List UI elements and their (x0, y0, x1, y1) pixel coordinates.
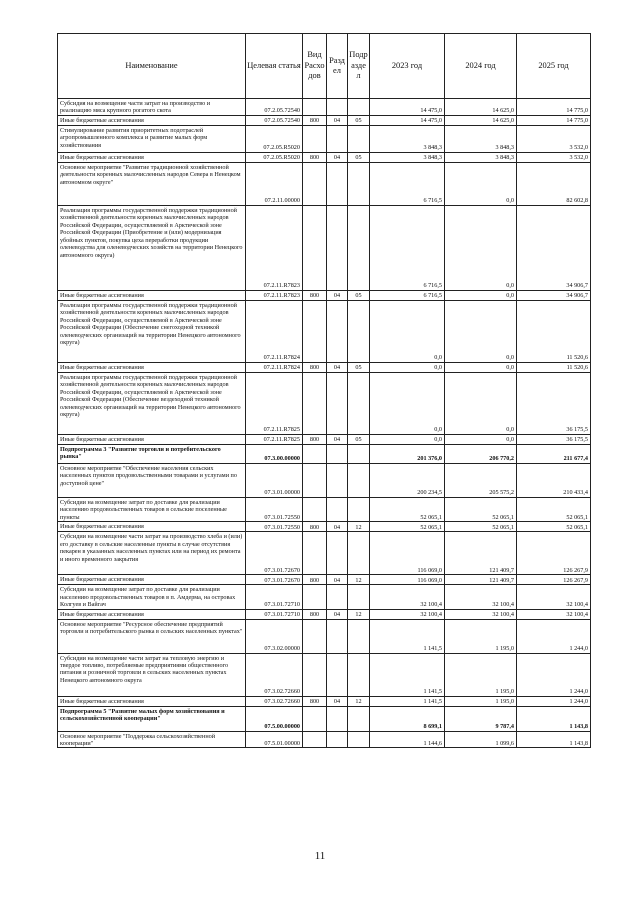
table-body (58, 99, 591, 748)
row-name: Основное мероприятие "Развитие традиционной хозяйственной деятельности коренных малочисленных народов Севера в Ненецком автономном округе" (58, 162, 246, 205)
row-value-2024: 9 787,4 (445, 706, 517, 731)
row-target-article: 07.3.02.72660 (246, 696, 303, 706)
table-row (58, 162, 591, 205)
row-value-2023: 32 100,4 (370, 609, 445, 619)
row-value-2025: 52 065,1 (517, 497, 591, 521)
row-section (327, 125, 348, 152)
row-expense-type (303, 619, 327, 653)
row-subsection: 12 (348, 696, 370, 706)
row-expense-type: 800 (303, 696, 327, 706)
row-name: Субсидия на возмещение части затрат на производство и реализацию мяса крупного рогатого скота (58, 99, 246, 116)
table-row (58, 125, 591, 152)
row-value-2024: 206 770,2 (445, 444, 517, 463)
row-target-article: 07.2.11.R7824 (246, 362, 303, 372)
row-expense-type (303, 706, 327, 731)
row-name: Иные бюджетные ассигнования (58, 575, 246, 585)
header-target-article: Целевая статья (246, 34, 303, 99)
row-value-2024: 52 065,1 (445, 497, 517, 521)
row-expense-type (303, 731, 327, 748)
row-subsection (348, 300, 370, 362)
row-value-2023: 32 100,4 (370, 585, 445, 609)
table-row (58, 444, 591, 463)
header-year-2023: 2023 год (370, 34, 445, 99)
row-expense-type: 800 (303, 609, 327, 619)
row-name: Реализация программы государственной поддержки традиционной хозяйственной деятельности коренных малочисленных народов Российской Федерации, осуществляемой в Арктической зоне Российской Федерации (Приобретение и (или) модернизация убойных пунктов, покупка цеха переработки продукции оленеводства для оленеводческих хозяйств на территории Ненецкого автономного округа) (58, 205, 246, 290)
row-value-2023: 0,0 (370, 362, 445, 372)
row-name: Реализация программы государственной поддержки традиционной хозяйственной деятельности коренных малочисленных народов Российской Федерации, осуществляемой в Арктической зоне Российской Федерации (Обеспечение снегоходной техникой оленеводческих организаций на территории Ненецкого автономного округа) (58, 300, 246, 362)
row-section (327, 99, 348, 116)
row-target-article: 07.2.05.72540 (246, 99, 303, 116)
row-target-article: 07.3.01.72710 (246, 585, 303, 609)
row-section (327, 585, 348, 609)
row-subsection: 12 (348, 609, 370, 619)
row-section: 04 (327, 434, 348, 444)
table-row (58, 152, 591, 162)
row-value-2024: 32 100,4 (445, 609, 517, 619)
row-expense-type (303, 162, 327, 205)
row-value-2024: 121 409,7 (445, 575, 517, 585)
table-row (58, 532, 591, 575)
row-value-2024: 1 195,0 (445, 696, 517, 706)
row-expense-type (303, 444, 327, 463)
row-value-2025: 211 677,4 (517, 444, 591, 463)
row-expense-type: 800 (303, 575, 327, 585)
row-subsection (348, 497, 370, 521)
row-value-2023: 52 065,1 (370, 522, 445, 532)
row-subsection: 05 (348, 115, 370, 125)
row-target-article: 07.2.11.R7825 (246, 372, 303, 434)
row-subsection: 12 (348, 575, 370, 585)
row-value-2024: 0,0 (445, 372, 517, 434)
row-expense-type: 800 (303, 522, 327, 532)
row-name: Иные бюджетные ассигнования (58, 152, 246, 162)
row-subsection (348, 99, 370, 116)
header-expense-type: Вид Расхо дов (303, 34, 327, 99)
row-value-2023: 0,0 (370, 372, 445, 434)
row-expense-type (303, 653, 327, 696)
row-value-2024: 0,0 (445, 205, 517, 290)
row-value-2024: 0,0 (445, 162, 517, 205)
header-section: Разд ел (327, 34, 348, 99)
row-subsection: 05 (348, 290, 370, 300)
row-expense-type: 800 (303, 434, 327, 444)
row-value-2024: 3 848,3 (445, 152, 517, 162)
row-subsection (348, 463, 370, 497)
row-section: 04 (327, 290, 348, 300)
row-value-2025: 1 244,0 (517, 696, 591, 706)
row-target-article: 07.3.02.00000 (246, 619, 303, 653)
row-subsection: 05 (348, 434, 370, 444)
row-value-2025: 52 065,1 (517, 522, 591, 532)
row-expense-type (303, 497, 327, 521)
row-name: Основное мероприятие "Ресурсное обеспечение предприятий торговли и потребительского рынка в сельских населенных пунктах" (58, 619, 246, 653)
row-value-2024: 1 099,6 (445, 731, 517, 748)
table-row (58, 362, 591, 372)
row-target-article: 07.5.00.00000 (246, 706, 303, 731)
row-name: Основное мероприятие "Поддержка сельскохозяйственной кооперации" (58, 731, 246, 748)
row-value-2023: 3 848,3 (370, 125, 445, 152)
row-subsection: 12 (348, 522, 370, 532)
header-name: Наименование (58, 34, 246, 99)
row-section (327, 372, 348, 434)
row-name: Реализация программы государственной поддержки традиционной хозяйственной деятельности коренных малочисленных народов Российской Федерации, осуществляемой в Арктической зоне Российской Федерации (Обеспечение вездеходной техникой оленеводческих организаций на территории Ненецкого автономного округа) (58, 372, 246, 434)
row-value-2024: 121 409,7 (445, 532, 517, 575)
row-value-2023: 8 699,1 (370, 706, 445, 731)
row-target-article: 07.2.11.R7824 (246, 300, 303, 362)
row-subsection (348, 706, 370, 731)
row-name: Иные бюджетные ассигнования (58, 434, 246, 444)
row-target-article: 07.3.01.72670 (246, 575, 303, 585)
row-value-2023: 1 141,5 (370, 619, 445, 653)
row-subsection: 05 (348, 362, 370, 372)
row-value-2023: 201 376,0 (370, 444, 445, 463)
row-value-2025: 34 906,7 (517, 205, 591, 290)
row-target-article: 07.3.01.72670 (246, 532, 303, 575)
budget-table (57, 33, 591, 748)
row-value-2024: 0,0 (445, 300, 517, 362)
row-value-2023: 200 234,5 (370, 463, 445, 497)
row-expense-type: 800 (303, 290, 327, 300)
row-target-article: 07.3.01.72710 (246, 609, 303, 619)
table-row (58, 372, 591, 434)
row-expense-type (303, 585, 327, 609)
table-row (58, 522, 591, 532)
table-row (58, 434, 591, 444)
table-row (58, 290, 591, 300)
row-value-2025: 1 244,0 (517, 619, 591, 653)
row-value-2023: 0,0 (370, 434, 445, 444)
row-value-2025: 1 143,8 (517, 706, 591, 731)
row-name: Подпрограмма 3 "Развитие торговли и потребительского рынка" (58, 444, 246, 463)
row-expense-type: 800 (303, 152, 327, 162)
row-target-article: 07.5.01.00000 (246, 731, 303, 748)
row-value-2023: 1 144,6 (370, 731, 445, 748)
table-row (58, 575, 591, 585)
row-subsection (348, 372, 370, 434)
row-value-2025: 1 143,8 (517, 731, 591, 748)
row-expense-type: 800 (303, 362, 327, 372)
row-target-article: 07.3.01.72550 (246, 522, 303, 532)
row-target-article: 07.2.11.R7825 (246, 434, 303, 444)
row-target-article: 07.3.01.72550 (246, 497, 303, 521)
row-target-article: 07.2.11.R7823 (246, 290, 303, 300)
row-target-article: 07.2.05.R5020 (246, 152, 303, 162)
row-value-2025: 210 433,4 (517, 463, 591, 497)
row-value-2024: 32 100,4 (445, 585, 517, 609)
row-value-2025: 34 906,7 (517, 290, 591, 300)
row-name: Основное мероприятие "Обеспечение населения сельских населенных пунктов продовольственными товарами и услугами по доступной цене" (58, 463, 246, 497)
row-section: 04 (327, 362, 348, 372)
row-value-2023: 52 065,1 (370, 497, 445, 521)
row-value-2025: 36 175,5 (517, 372, 591, 434)
row-subsection (348, 653, 370, 696)
row-subsection (348, 444, 370, 463)
row-target-article: 07.3.02.72660 (246, 653, 303, 696)
row-name: Иные бюджетные ассигнования (58, 362, 246, 372)
row-target-article: 07.2.11.00000 (246, 162, 303, 205)
header-year-2024: 2024 год (445, 34, 517, 99)
row-expense-type (303, 205, 327, 290)
row-subsection (348, 731, 370, 748)
row-subsection (348, 162, 370, 205)
row-value-2025: 82 602,8 (517, 162, 591, 205)
row-name: Подпрограмма 5 "Развитие малых форм хозяйствования и сельскохозяйственной кооперации" (58, 706, 246, 731)
row-expense-type (303, 125, 327, 152)
row-subsection (348, 532, 370, 575)
row-value-2025: 14 775,0 (517, 115, 591, 125)
row-value-2025: 126 267,9 (517, 575, 591, 585)
table-row (58, 619, 591, 653)
row-value-2025: 14 775,0 (517, 99, 591, 116)
row-name: Иные бюджетные ассигнования (58, 290, 246, 300)
row-value-2023: 14 475,0 (370, 115, 445, 125)
row-section (327, 205, 348, 290)
row-name: Иные бюджетные ассигнования (58, 696, 246, 706)
row-name: Субсидии на возмещение части затрат на тепловую энергию и твердое топливо, потребляемые предприятиями общественного питания и розничной торговли в сельских населенных пунктах Ненецкого автономного округа (58, 653, 246, 696)
row-expense-type: 800 (303, 115, 327, 125)
table-row (58, 696, 591, 706)
row-value-2024: 1 195,0 (445, 619, 517, 653)
row-value-2025: 1 244,0 (517, 653, 591, 696)
row-value-2024: 0,0 (445, 434, 517, 444)
row-section (327, 731, 348, 748)
row-name: Стимулирование развития приоритетных подотраслей агропромышленного комплекса и развитие малых форм хозяйствования (58, 125, 246, 152)
row-section (327, 162, 348, 205)
row-value-2024: 3 848,3 (445, 125, 517, 152)
table-row (58, 706, 591, 731)
row-value-2025: 11 520,6 (517, 300, 591, 362)
row-subsection: 05 (348, 152, 370, 162)
table-row (58, 463, 591, 497)
row-section: 04 (327, 115, 348, 125)
row-name: Иные бюджетные ассигнования (58, 115, 246, 125)
row-target-article: 07.2.11.R7823 (246, 205, 303, 290)
row-value-2023: 6 716,5 (370, 205, 445, 290)
row-value-2024: 14 625,0 (445, 115, 517, 125)
table-row (58, 300, 591, 362)
row-section: 04 (327, 696, 348, 706)
row-name: Субсидии на возмещение части затрат на производство хлеба и (или) его доставку в сельские населенные пункты в случае отсутствия пекарен в указанных населенных пунктах или на период их ремонта и иного временного закрытия (58, 532, 246, 575)
row-section (327, 706, 348, 731)
row-section (327, 497, 348, 521)
table-row (58, 497, 591, 521)
row-target-article: 07.3.01.00000 (246, 463, 303, 497)
row-value-2024: 0,0 (445, 290, 517, 300)
row-expense-type (303, 300, 327, 362)
row-value-2023: 116 069,0 (370, 575, 445, 585)
row-name: Субсидии на возмещение затрат по доставке для реализации населению продовольственных товаров в п. Амдерма, на островах Колгуев и Вайгач (58, 585, 246, 609)
row-name: Иные бюджетные ассигнования (58, 522, 246, 532)
header-subsection: Подр азде л (348, 34, 370, 99)
row-section: 04 (327, 152, 348, 162)
row-value-2024: 1 195,0 (445, 653, 517, 696)
table-row (58, 585, 591, 609)
row-subsection (348, 585, 370, 609)
row-expense-type (303, 532, 327, 575)
table-row (58, 205, 591, 290)
row-value-2024: 52 065,1 (445, 522, 517, 532)
row-value-2023: 6 716,5 (370, 290, 445, 300)
row-value-2025: 11 520,6 (517, 362, 591, 372)
table-row (58, 653, 591, 696)
row-value-2024: 205 575,2 (445, 463, 517, 497)
row-value-2025: 3 532,0 (517, 152, 591, 162)
row-target-article: 07.3.00.00000 (246, 444, 303, 463)
table-row (58, 609, 591, 619)
table-row (58, 115, 591, 125)
row-section (327, 300, 348, 362)
row-value-2023: 116 069,0 (370, 532, 445, 575)
row-value-2024: 0,0 (445, 362, 517, 372)
row-section (327, 653, 348, 696)
row-value-2023: 3 848,3 (370, 152, 445, 162)
row-section (327, 532, 348, 575)
row-section: 04 (327, 522, 348, 532)
row-section (327, 444, 348, 463)
row-subsection (348, 125, 370, 152)
row-value-2025: 126 267,9 (517, 532, 591, 575)
row-value-2023: 1 141,5 (370, 653, 445, 696)
row-value-2023: 1 141,5 (370, 696, 445, 706)
row-value-2023: 14 475,0 (370, 99, 445, 116)
row-value-2025: 32 100,4 (517, 585, 591, 609)
row-value-2025: 36 175,5 (517, 434, 591, 444)
row-section (327, 619, 348, 653)
row-value-2023: 0,0 (370, 300, 445, 362)
row-name: Субсидии на возмещение затрат по доставке для реализации населению продовольственных товаров в сельские поселенные пункты (58, 497, 246, 521)
row-value-2023: 6 716,5 (370, 162, 445, 205)
row-section (327, 463, 348, 497)
table-header (58, 34, 591, 99)
row-value-2025: 3 532,0 (517, 125, 591, 152)
row-section: 04 (327, 609, 348, 619)
row-expense-type (303, 463, 327, 497)
row-subsection (348, 205, 370, 290)
table-row (58, 99, 591, 116)
row-expense-type (303, 372, 327, 434)
row-expense-type (303, 99, 327, 116)
table-row (58, 731, 591, 748)
row-name: Иные бюджетные ассигнования (58, 609, 246, 619)
page-number: 11 (314, 850, 326, 862)
header-year-2025: 2025 год (517, 34, 591, 99)
row-target-article: 07.2.05.72540 (246, 115, 303, 125)
row-value-2025: 32 100,4 (517, 609, 591, 619)
row-target-article: 07.2.05.R5020 (246, 125, 303, 152)
row-subsection (348, 619, 370, 653)
row-value-2024: 14 625,0 (445, 99, 517, 116)
row-section: 04 (327, 575, 348, 585)
